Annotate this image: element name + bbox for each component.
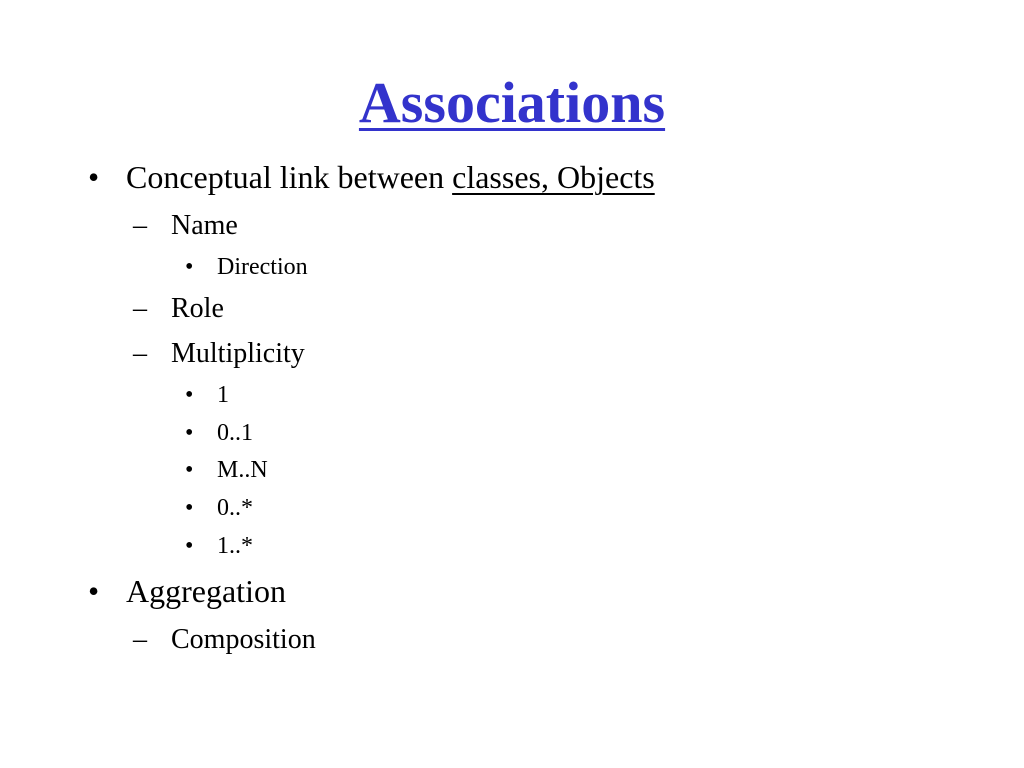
multiplicity-value-label: M..N: [217, 457, 268, 483]
conceptual-link-text: [126, 159, 655, 196]
aggregation-label: Aggregation: [126, 573, 286, 609]
bullet-dot-icon: •: [88, 573, 100, 609]
role-label: Role: [171, 293, 224, 324]
composition-label: Composition: [171, 624, 316, 655]
bullet-dot-icon: •: [185, 457, 194, 483]
conceptual-link-prefix: Conceptual link between: [126, 159, 453, 195]
dash-icon: –: [133, 293, 147, 324]
multiplicity-value-label: 1: [217, 382, 229, 408]
dash-icon: –: [133, 338, 147, 369]
bullet-dot-icon: •: [88, 159, 100, 195]
bullet-dot-icon: •: [185, 420, 194, 446]
dash-icon: –: [133, 210, 147, 241]
multiplicity-value-label: 0..1: [217, 420, 253, 446]
classes-objects-link[interactable]: classes, Objects: [452, 159, 655, 195]
direction-label: Direction: [217, 254, 308, 280]
bullet-dot-icon: •: [185, 382, 194, 408]
dash-icon: –: [133, 624, 147, 655]
multiplicity-value-label: 1..*: [217, 533, 253, 559]
slide-title: [0, 70, 1024, 137]
bullet-dot-icon: •: [185, 254, 194, 280]
bullet-dot-icon: •: [185, 533, 194, 559]
name-label: Name: [171, 210, 238, 241]
multiplicity-label: Multiplicity: [171, 338, 305, 369]
bullet-dot-icon: •: [185, 495, 194, 521]
multiplicity-value-label: 0..*: [217, 495, 253, 521]
title-link[interactable]: Associations: [358, 70, 666, 135]
